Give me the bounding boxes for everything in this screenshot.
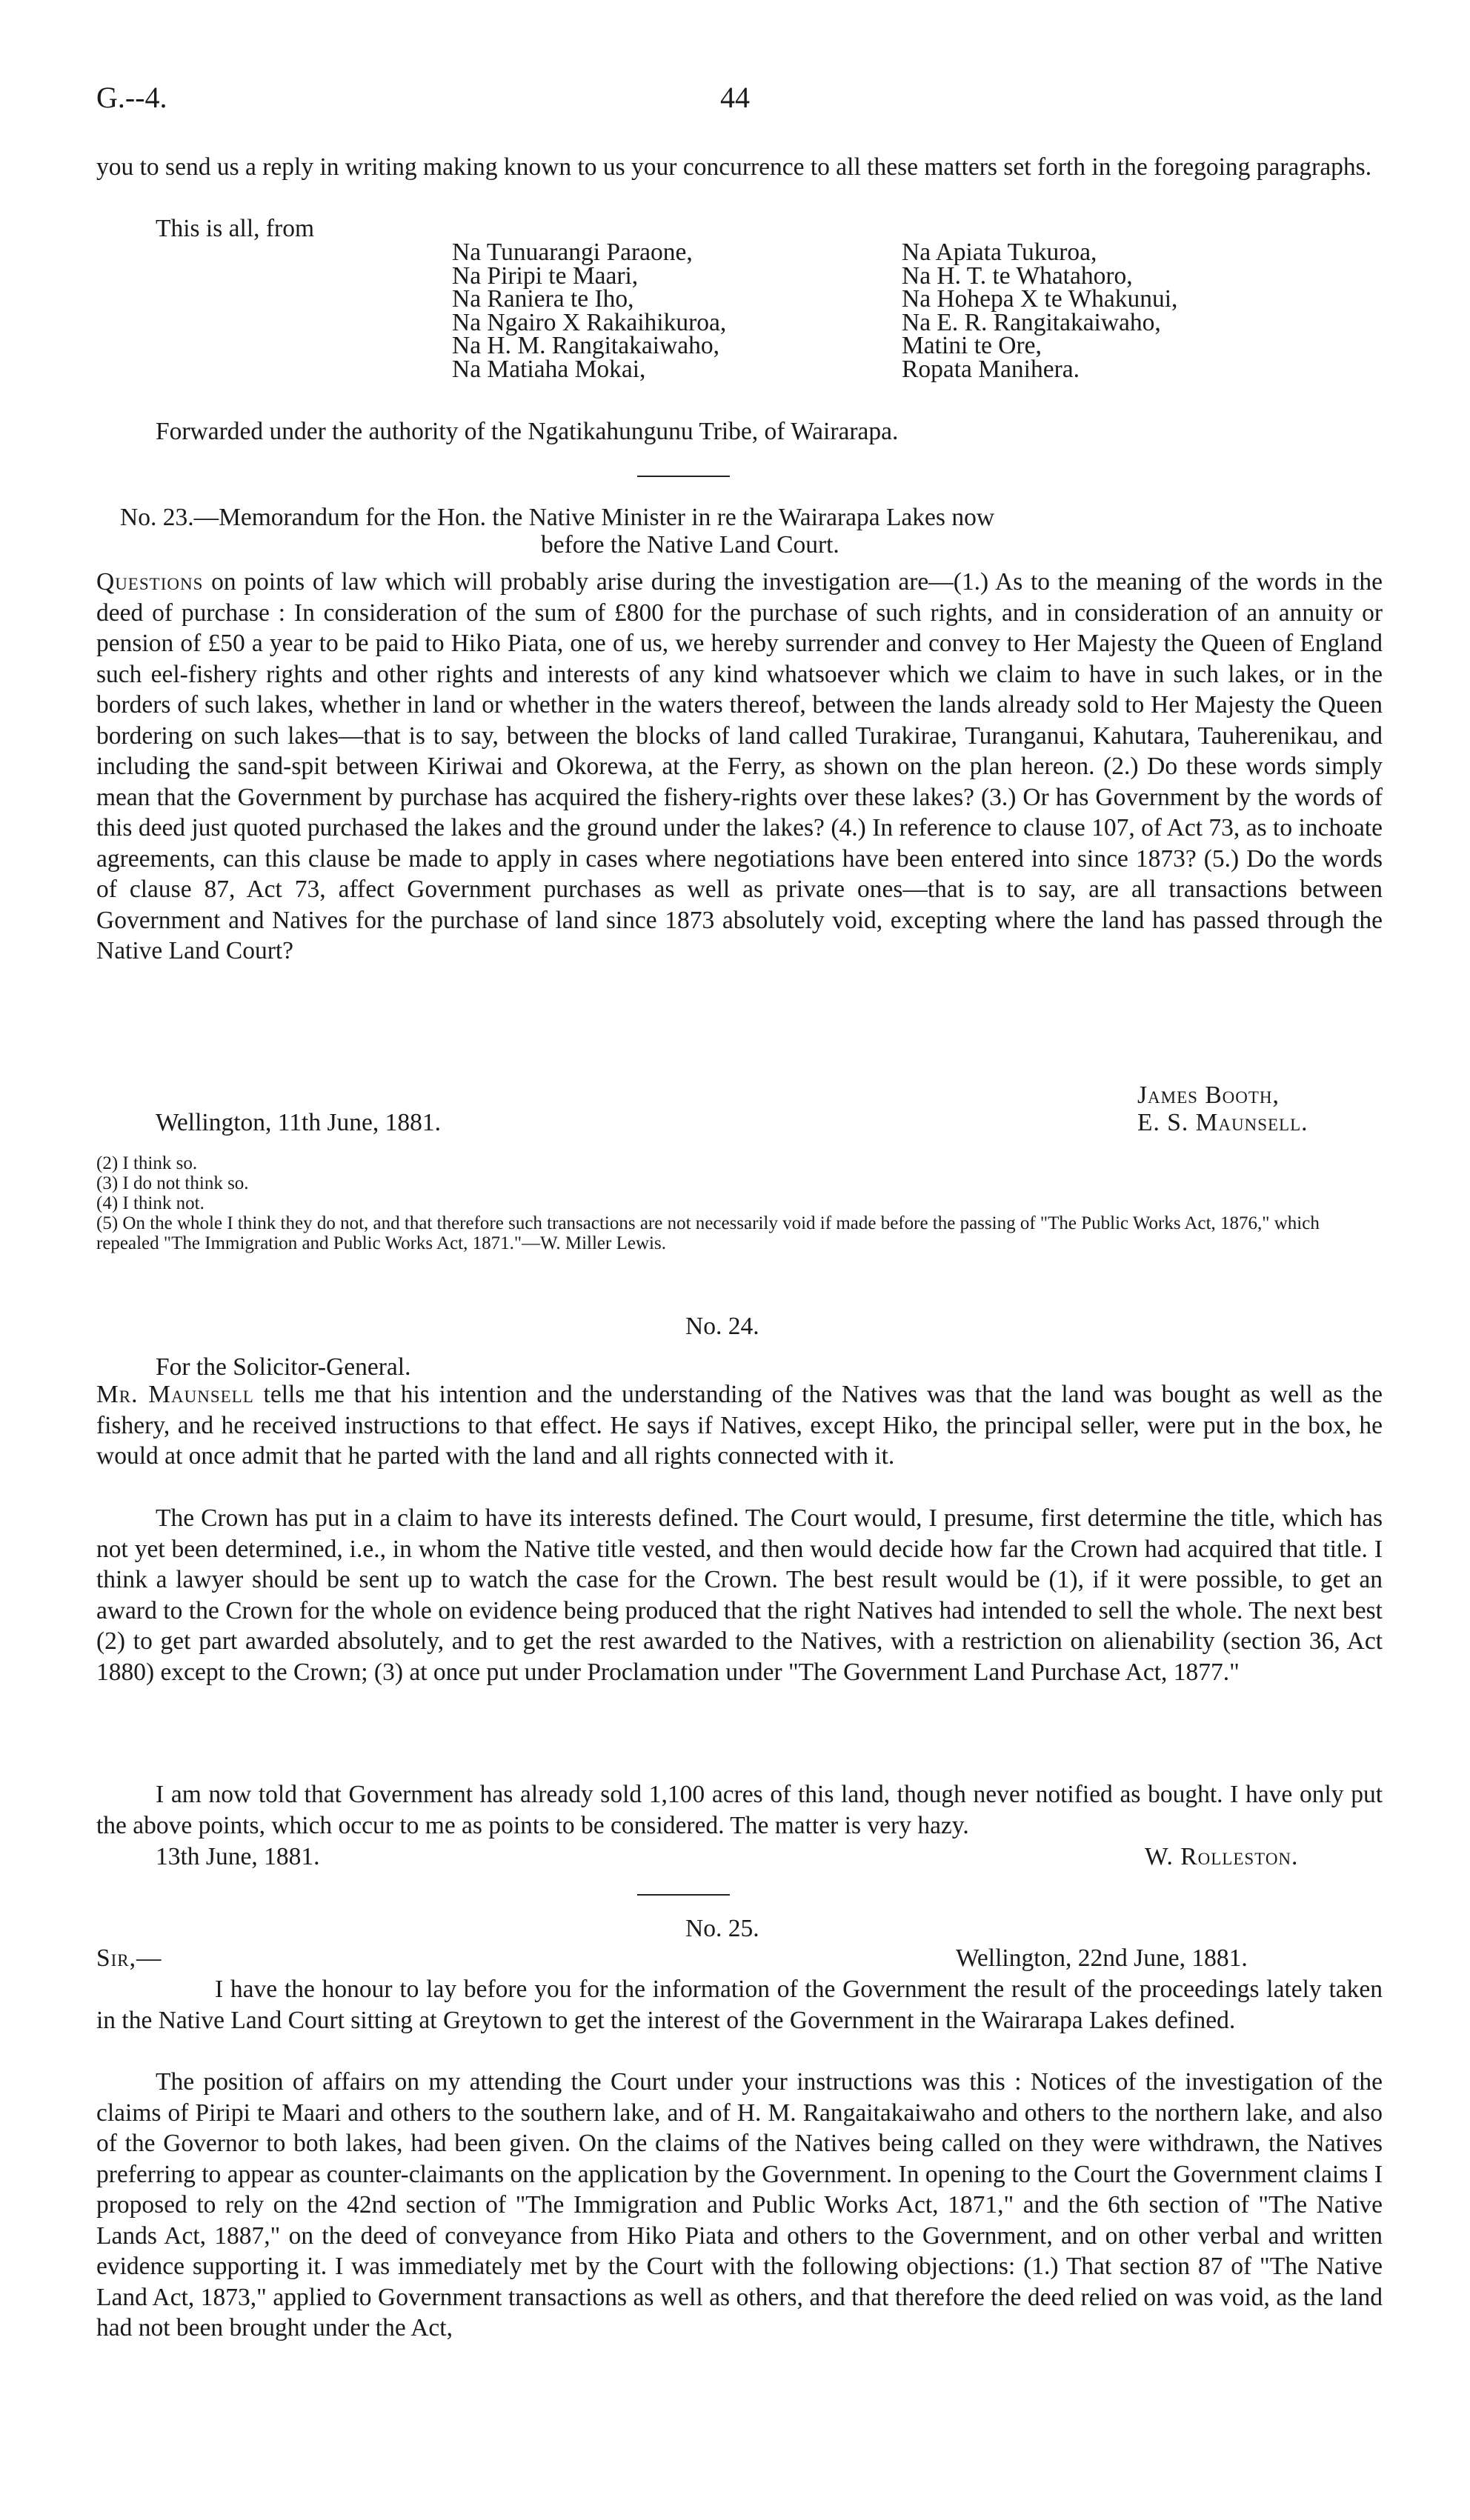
memo-24-paragraph-1 bbox=[96, 1379, 1383, 1472]
memo-23-place-date: Wellington, 11th June, 1881. bbox=[156, 1109, 442, 1136]
forwarded-note: Forwarded under the authority of the Ngatikahungunu Tribe, of Wairarapa. bbox=[156, 418, 899, 445]
letter-25-place-date: Wellington, 22nd June, 1881. bbox=[956, 1944, 1248, 1972]
memo-24-addressee: For the Solicitor-General. bbox=[156, 1353, 411, 1381]
signatory: Na Ngairo X Rakaihikuroa, bbox=[452, 308, 727, 336]
section-divider bbox=[637, 476, 730, 477]
signatory: Ropata Manihera. bbox=[902, 355, 1080, 383]
signatory: Na Hohepa X te Whakunui, bbox=[902, 285, 1178, 313]
footnote: (5) On the whole I think they do not, and that therefore such transactions are not necessarily void if made before the passing of "The Public Works Act, 1876," which repealed "The Immigration and Public Works Act, 1871."—W. Miller Lewis. bbox=[96, 1213, 1320, 1253]
signatory: Na H. M. Rangitakaiwaho, bbox=[452, 332, 719, 359]
memo-24-title: No. 24. bbox=[685, 1313, 759, 1340]
memo-23-lead: Questions bbox=[96, 568, 204, 596]
signatory: Na Piripi te Maari, bbox=[452, 261, 639, 290]
memo-24-date: 13th June, 1881. bbox=[156, 1843, 320, 1870]
memo-23-signer-2: E. S. Maunsell. bbox=[1137, 1109, 1308, 1136]
signatory: Na Matiaha Mokai, bbox=[452, 355, 646, 383]
footnote: (3) I do not think so. bbox=[96, 1173, 249, 1193]
letter-25-salutation: Sir,— bbox=[96, 1944, 162, 1972]
memo-23-body bbox=[96, 567, 1383, 967]
letter-25-paragraph-1: I have the honour to lay before you for the information of the Government the result of the proceedings lately taken in the Native Land Court sitting at Greytown to get the interest of the Government in the Wairarapa Lakes defined. bbox=[96, 1976, 1383, 2034]
page-number: 44 bbox=[720, 81, 750, 114]
letter-25-title: No. 25. bbox=[685, 1915, 759, 1942]
letter-25-paragraph-2: The position of affairs on my attending the Court under your instructions was this : Notices of the investigation of the claims of Piripi te Maari and others to the southern lake, and of H. M. Rangaitakaiwaho and others to the northern lake, and also of the Governor to both lakes, had been given. On the claims of the Natives being called on they were withdrawn, the Natives preferring to appear as counter-claimants on the application by the Government. In opening to the Court the Government claims I proposed to rely on the 42nd section of "The Immigration and Public Works Act, 1871," and the 6th section of "The Native Lands Act, 1887," on the deed of conveyance from Hiko Piata and others to the Government, and on other verbal and written evidence supporting it. I was immediately met by the Court with the following objections: (1.) That section 87 of "The Native Land Act, 1873," applied to Government transactions as well as others, and that therefore the deed relied on was void, as the land had not been brought under the Act, bbox=[96, 2068, 1383, 2341]
footnotes bbox=[96, 1153, 1386, 1253]
memo-24-text: tells me that his intention and the understanding of the Natives was that the land was bought as well as the fishery, and he received instructions to that effect. He says if Natives, except Hiko, the principal seller, were put in the box, he would at once admit that he parted with the land and all rights connected with it. bbox=[96, 1381, 1383, 1470]
memo-24-paragraph-2: The Crown has put in a claim to have its interests defined. The Court would, I presume, first determine the title, which has not yet been determined, i.e., in whom the Native title vested, and then would decide how far the Crown had acquired that title. I think a lawyer should be sent up to watch the case for the Crown. The best result would be (1), if it were possible, to get an award to the Crown for the whole on evidence being produced that the right Natives had intended to sell the whole. The next best (2) to get part awarded absolutely, and to get the rest awarded to the Natives, with a restriction on alienability (section 36, Act 1880) except to the Crown; (3) at once put under Proclamation under "The Government Land Purchase Act, 1877." bbox=[96, 1504, 1383, 1686]
footnote: (4) I think not. bbox=[96, 1193, 204, 1213]
memo-23-title-line2: before the Native Land Court. bbox=[541, 531, 839, 559]
signatory: Na H. T. te Whatahoro, bbox=[902, 261, 1133, 290]
footnote: (2) I think so. bbox=[96, 1153, 198, 1173]
memo-24-lead: Mr. Maunsell bbox=[96, 1381, 254, 1408]
document-reference: G.--4. bbox=[96, 81, 167, 114]
memo-23-title-line1: No. 23.—Memorandum for the Hon. the Native Minister in re the Wairarapa Lakes now bbox=[120, 504, 995, 531]
memo-23-signer-1: James Booth, bbox=[1137, 1081, 1280, 1109]
memo-23-text: on points of law which will probably arise during the investigation are—(1.) As to the meaning of the words in the deed of purchase : In consideration of the sum of £800 for the purchase of such rights, and in consideration of an annuity or pension of £50 a year to be paid to Hiko Piata, one of us, we hereby surrender and convey to Her Majesty the Queen of England such eel-fishery rights and other rights and interests of any kind whatsoever which we claim to have in such lakes, or in the borders of such lakes, whether in land or whether in the waters thereof, between the lands already sold to Her Majesty the Queen bordering on such lakes—that is to say, between the blocks of land called Turakirae, Turanganui, Kahutara, Tauherenikau, and including the sand-spit between Kiriwai and Okorewa, at the Ferry, as shown on the plan hereon. (2.) Do these words simply mean that the Government by purchase has acquired the fishery-rights over these lakes? (3.) Or has Government by the words of this deed just quoted purchased the lakes and the ground under the lakes? (4.) In reference to clause 107, of Act 73, as to inchoate agreements, can this clause be made to apply in cases where negotiations have been entered into since 1873? (5.) Do the words of clause 87, Act 73, affect Government purchases as well as private ones—that is to say, are all transactions between Government and Natives for the purchase of land since 1873 absolutely void, excepting where the land has passed through the Native Land Court? bbox=[96, 568, 1383, 964]
intro-closing: This is all, from bbox=[156, 215, 315, 242]
signatory: Na Apiata Tukuroa, bbox=[902, 239, 1097, 266]
memo-24-signer: W. Rolleston. bbox=[1145, 1843, 1299, 1870]
signatory: Na Tunuarangi Paraone, bbox=[452, 239, 693, 266]
signatories-left bbox=[452, 241, 726, 381]
signatory: Matini te Ore, bbox=[902, 332, 1042, 359]
section-divider bbox=[637, 1894, 730, 1896]
signatory: Na E. R. Rangitakaiwaho, bbox=[902, 308, 1161, 336]
signatories-right bbox=[902, 241, 1177, 381]
memo-24-paragraph-3: I am now told that Government has already sold 1,100 acres of this land, though never notified as bought. I have only put the above points, which occur to me as points to be considered. The matter is very hazy. bbox=[96, 1781, 1383, 1839]
signatory: Na Raniera te Iho, bbox=[452, 285, 634, 313]
intro-paragraph: you to send us a reply in writing making known to us your concurrence to all these matters set forth in the foregoing paragraphs. bbox=[96, 153, 1372, 181]
